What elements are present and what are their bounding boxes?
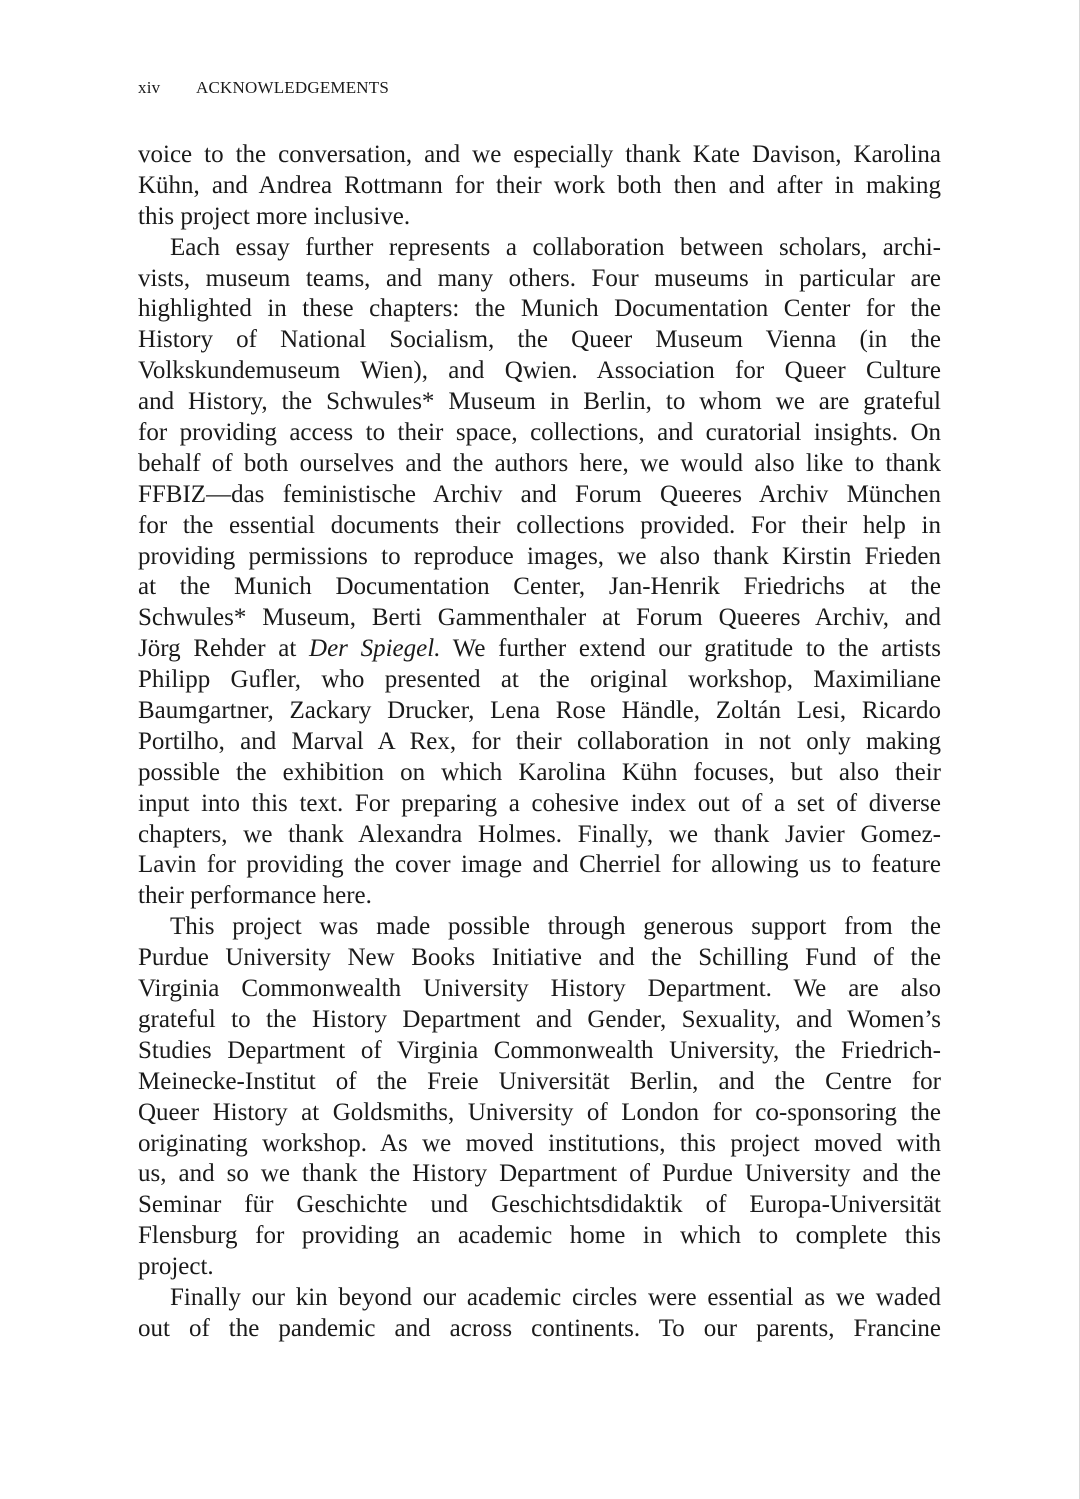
text-line: Portilho, and Marval A Rex, for their collaboration in not only making: [138, 727, 941, 755]
text-line: behalf of both ourselves and the authors here, we would also like to thank: [138, 449, 941, 477]
text-line: Baumgartner, Zackary Drucker, Lena Rose Händle, Zoltán Lesi, Ricardo: [138, 697, 941, 725]
text-line: grateful to the History Department and Gender, Sexuality, and Women’s: [138, 1005, 941, 1033]
text-line: Queer History at Goldsmiths, University of London for co-sponsoring the: [138, 1098, 941, 1126]
text-line: highlighted in these chapters: the Munich Documentation Center for the: [138, 295, 941, 323]
paragraph: [138, 233, 941, 913]
italic-title: Der Spiegel.: [309, 635, 441, 663]
text-line: this project more inclusive.: [138, 202, 411, 230]
text-line: vists, museum teams, and many others. Four museums in particular are: [138, 264, 941, 292]
paragraph: [138, 140, 941, 233]
text-line: Purdue University New Books Initiative and the Schilling Fund of the: [138, 944, 941, 972]
text-line: their performance here.: [138, 882, 372, 910]
text-line: originating workshop. As we moved institutions, this project moved with: [138, 1129, 941, 1157]
text-line: Each essay further represents a collaboration between scholars, archi-: [170, 233, 941, 261]
text-line: for providing access to their space, collections, and curatorial insights. On: [138, 419, 941, 447]
text-line: and History, the Schwules* Museum in Berlin, to whom we are grateful: [138, 388, 941, 416]
text-line: input into this text. For preparing a cohesive index out of a set of diverse: [138, 789, 941, 817]
running-header: [138, 78, 389, 98]
text-line: Studies Department of Virginia Commonwealth University, the Friedrich-: [138, 1036, 941, 1064]
text-line: out of the pandemic and across continents. To our parents, Francine: [138, 1314, 941, 1342]
text-line: voice to the conversation, and we especially thank Kate Davison, Karolina: [138, 141, 941, 168]
text-line: Seminar für Geschichte und Geschichtsdidaktik of Europa-Universität: [138, 1191, 941, 1219]
text-line: at the Munich Documentation Center, Jan-Henrik Friedrichs at the: [138, 573, 941, 601]
text-line: chapters, we thank Alexandra Holmes. Finally, we thank Javier Gomez-: [138, 820, 941, 848]
text-line: possible the exhibition on which Karolina Kühn focuses, but also their: [138, 758, 941, 786]
text-line: Lavin for providing the cover image and Cherriel for allowing us to feature: [138, 851, 941, 879]
paragraph: [138, 1283, 941, 1345]
text-line: Finally our kin beyond our academic circles were essential as we waded: [170, 1283, 941, 1311]
text-line: us, and so we thank the History Department of Purdue University and the: [138, 1160, 941, 1188]
text-line: Schwules* Museum, Berti Gammenthaler at Forum Queeres Archiv, and: [138, 604, 941, 632]
text-line: Philipp Gufler, who presented at the original workshop, Maximiliane: [138, 666, 941, 694]
text-line: Flensburg for providing an academic home in which to complete this: [138, 1222, 941, 1250]
text-line: History of National Socialism, the Queer Museum Vienna (in the: [138, 326, 941, 354]
text-line: Meinecke-Institut of the Freie Universität Berlin, and the Centre for: [138, 1067, 941, 1095]
text-line: Jörg Rehder at Der Spiegel. We further extend our gratitude to the artists: [138, 635, 942, 663]
text-line: for the essential documents their collections provided. For their help in: [138, 511, 941, 539]
running-title: ACKNOWLEDGEMENTS: [196, 78, 390, 97]
text-line: FFBIZ—das feministische Archiv and Forum Queeres Archiv München: [138, 480, 941, 508]
text-line: Volkskundemuseum Wien), and Qwien. Association for Queer Culture: [138, 357, 941, 385]
paragraph: [138, 912, 941, 1283]
text-line: Kühn, and Andrea Rottmann for their work both then and after in making: [138, 171, 941, 199]
body-text: [138, 140, 941, 1345]
text-line: project.: [138, 1253, 214, 1281]
text-line: Virginia Commonwealth University History Department. We are also: [138, 975, 941, 1003]
page-number: xiv: [138, 78, 161, 97]
text-line: This project was made possible through generous support from the: [170, 913, 941, 941]
text-line: providing permissions to reproduce images, we also thank Kirstin Frieden: [138, 542, 941, 570]
